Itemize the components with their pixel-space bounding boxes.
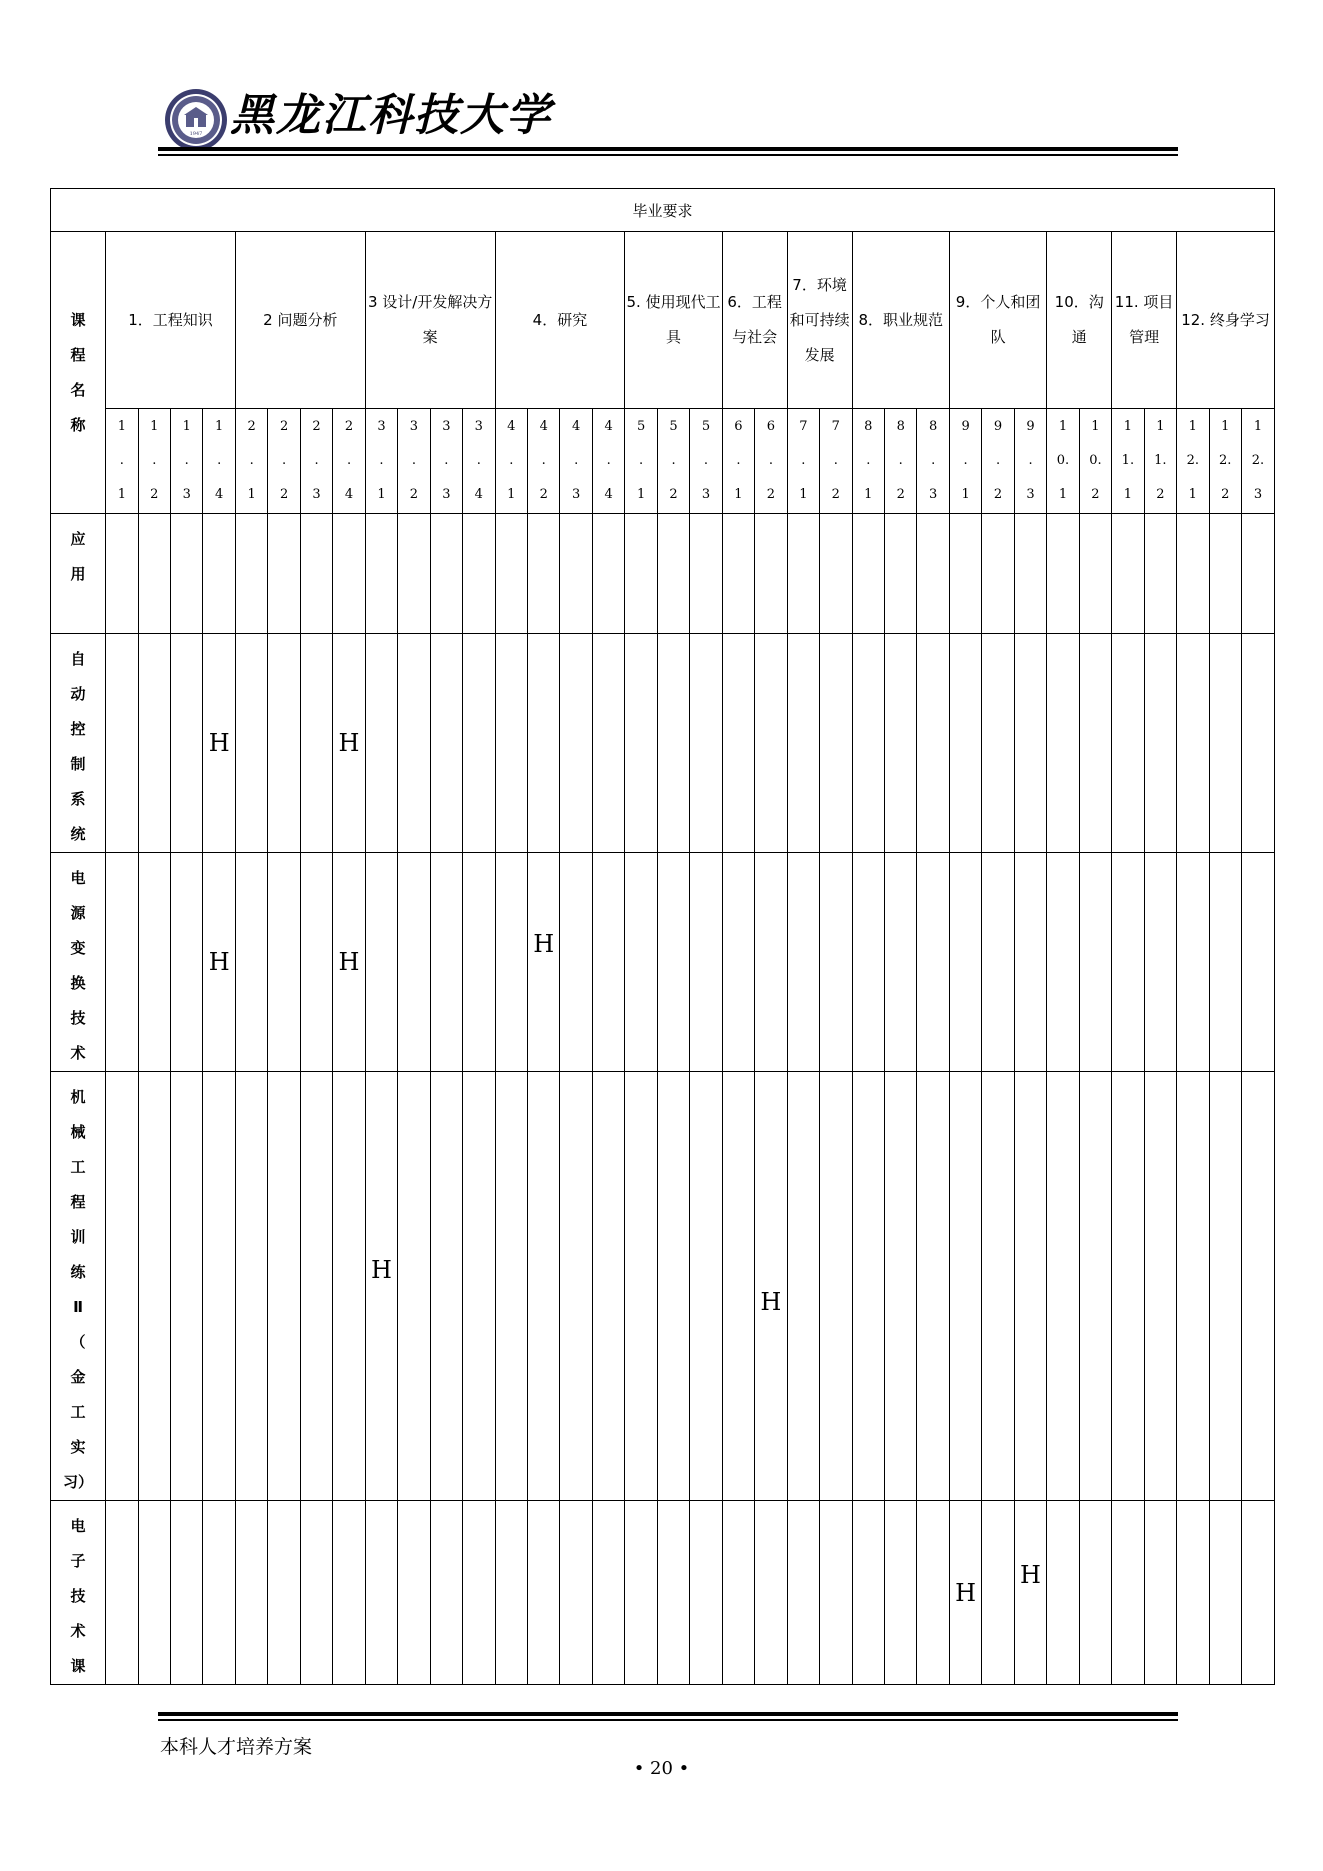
matrix-cell: [235, 514, 267, 634]
matrix-cell: [365, 514, 397, 634]
sub-indicator-5-2: [657, 409, 689, 514]
matrix-cell: [787, 853, 819, 1072]
matrix-cell: [333, 853, 365, 1072]
matrix-cell: [592, 1501, 624, 1685]
matrix-cell: [495, 853, 527, 1072]
sub-indicator-label: 3 . 4: [474, 419, 483, 502]
university-emblem-icon: [164, 88, 228, 152]
matrix-cell: [365, 1501, 397, 1685]
matrix-cell: [884, 634, 916, 853]
matrix-cell: [1144, 514, 1176, 634]
support-mark: H: [338, 729, 360, 757]
sub-indicator-2-2: [268, 409, 300, 514]
footer-rule-thin: [158, 1719, 1178, 1721]
sub-indicator-5-1: [625, 409, 657, 514]
sub-indicator-8-3: [917, 409, 949, 514]
sub-indicator-label: 7 . 1: [799, 419, 808, 502]
matrix-cell: [300, 1501, 332, 1685]
matrix-cell: [106, 853, 138, 1072]
sub-indicator-label: 2 . 4: [344, 419, 354, 502]
matrix-cell: [106, 1501, 138, 1685]
matrix-cell: [106, 634, 138, 853]
matrix-cell: [820, 514, 852, 634]
matrix-cell: [560, 1501, 592, 1685]
course-row: [51, 1501, 1275, 1685]
matrix-cell: [235, 853, 267, 1072]
matrix-cell: [657, 634, 689, 853]
matrix-cell: [171, 853, 203, 1072]
sub-indicator-4-4: [592, 409, 624, 514]
matrix-cell: [495, 634, 527, 853]
matrix-cell: [495, 1501, 527, 1685]
sub-indicator-10-1: [1047, 409, 1079, 514]
matrix-cell: [1047, 514, 1079, 634]
matrix-cell: [1241, 853, 1274, 1072]
matrix-cell: [463, 853, 495, 1072]
matrix-cell: [235, 1072, 267, 1501]
matrix-cell: [657, 1072, 689, 1501]
sub-indicator-label: 2 . 3: [312, 419, 321, 502]
sub-indicator-label: 5 . 1: [636, 419, 646, 502]
matrix-cell: [625, 514, 657, 634]
support-mark: H: [338, 948, 360, 976]
matrix-cell: [1177, 1501, 1209, 1685]
matrix-cell: [1014, 1501, 1046, 1685]
matrix-cell: [722, 853, 754, 1072]
sub-indicator-label: 8 . 3: [929, 419, 938, 502]
sub-indicator-11-2: [1144, 409, 1176, 514]
matrix-cell: [235, 1501, 267, 1685]
sub-indicator-1-4: [203, 409, 235, 514]
matrix-cell: [398, 634, 430, 853]
requirement-group-10: 10．沟通: [1047, 232, 1112, 409]
requirement-group-11: 11. 项目管理: [1112, 232, 1177, 409]
sub-indicator-label: 1 0. 1: [1056, 419, 1070, 502]
matrix-cell: [917, 853, 949, 1072]
matrix-cell: [463, 1072, 495, 1501]
sub-indicator-label: 7 . 2: [831, 419, 840, 502]
matrix-cell: [138, 634, 170, 853]
matrix-cell: [625, 634, 657, 853]
matrix-cell: [1112, 514, 1144, 634]
matrix-cell: [138, 514, 170, 634]
matrix-cell: [982, 1072, 1014, 1501]
matrix-cell: [755, 1072, 787, 1501]
sub-indicator-label: 8 . 2: [896, 419, 905, 502]
course-name: 自 动 控 制 系 统: [51, 634, 106, 853]
sub-indicator-9-3: [1014, 409, 1046, 514]
sub-indicator-7-1: [787, 409, 819, 514]
sub-indicator-label: 1 . 1: [117, 419, 126, 502]
footer-document-title: 本科人才培养方案: [160, 1736, 313, 1758]
matrix-cell: [820, 1072, 852, 1501]
requirement-group-12: 12. 终身学习: [1177, 232, 1275, 409]
matrix-cell: [430, 1072, 462, 1501]
sub-indicator-label: 8 . 1: [864, 419, 873, 502]
table-caption: 毕业要求: [51, 189, 1275, 232]
matrix-cell: [1241, 634, 1274, 853]
sub-indicator-label: 6 . 1: [734, 419, 743, 502]
matrix-cell: [1112, 634, 1144, 853]
matrix-cell: [755, 514, 787, 634]
matrix-cell: [1112, 1501, 1144, 1685]
graduation-requirement-matrix: [50, 188, 1275, 1685]
requirement-group-6: 6．工程与社会: [722, 232, 787, 409]
matrix-cell: [690, 1072, 722, 1501]
sub-indicator-label: 1 0. 2: [1089, 419, 1102, 502]
matrix-cell: [787, 514, 819, 634]
sub-indicator-label: 3 . 1: [377, 419, 386, 502]
support-mark: H: [1020, 1560, 1041, 1589]
matrix-cell: [1079, 1501, 1111, 1685]
matrix-cell: [949, 634, 981, 853]
matrix-cell: [1047, 1072, 1079, 1501]
sub-indicator-label: 2 . 2: [279, 419, 289, 502]
matrix-cell: [1177, 1072, 1209, 1501]
matrix-cell: [430, 1501, 462, 1685]
support-mark: H: [208, 729, 230, 757]
sub-indicator-label: 3 . 3: [442, 419, 451, 502]
matrix-cell: [430, 514, 462, 634]
matrix-cell: [690, 634, 722, 853]
matrix-cell: [106, 1072, 138, 1501]
sub-indicator-label: 4 . 2: [539, 419, 548, 502]
matrix-cell: [1177, 853, 1209, 1072]
matrix-cell: [722, 634, 754, 853]
matrix-cell: [1144, 1501, 1176, 1685]
sub-indicator-label: 6 . 2: [766, 419, 776, 502]
matrix-cell: [820, 634, 852, 853]
sub-indicator-12-1: [1177, 409, 1209, 514]
sub-indicator-8-2: [884, 409, 916, 514]
matrix-cell: [430, 634, 462, 853]
matrix-cell: [365, 634, 397, 853]
requirement-group-3: 3 设计/开发解决方案: [365, 232, 495, 409]
sub-indicator-4-3: [560, 409, 592, 514]
matrix-cell: [982, 634, 1014, 853]
matrix-cell: [657, 1501, 689, 1685]
sub-indicator-8-1: [852, 409, 884, 514]
matrix-cell: [1014, 1072, 1046, 1501]
matrix-cell: [106, 514, 138, 634]
support-mark: H: [208, 948, 230, 976]
matrix-cell: [982, 853, 1014, 1072]
sub-indicator-label: 9 . 2: [993, 419, 1003, 502]
sub-indicator-label: 5 . 2: [669, 419, 678, 502]
matrix-cell: [820, 1501, 852, 1685]
matrix-cell: [1047, 853, 1079, 1072]
matrix-cell: [625, 853, 657, 1072]
matrix-cell: [690, 514, 722, 634]
matrix-cell: [398, 1072, 430, 1501]
matrix-cell: [1209, 634, 1241, 853]
sub-indicator-label: 1 2. 3: [1251, 419, 1265, 502]
course-name: 电 源 变 换 技 术: [51, 853, 106, 1072]
matrix-cell: [528, 634, 560, 853]
matrix-cell: [1209, 1501, 1241, 1685]
sub-indicator-7-2: [820, 409, 852, 514]
matrix-cell: [592, 514, 624, 634]
sub-indicator-12-2: [1209, 409, 1241, 514]
matrix-cell: [1144, 634, 1176, 853]
matrix-cell: [560, 634, 592, 853]
matrix-cell: [268, 514, 300, 634]
matrix-cell: [1014, 853, 1046, 1072]
matrix-cell: [755, 1501, 787, 1685]
sub-indicator-label: 1 . 4: [215, 419, 224, 502]
sub-indicator-label: 3 . 2: [409, 419, 419, 502]
sub-indicator-1-2: [138, 409, 170, 514]
matrix-cell: [333, 514, 365, 634]
matrix-cell: [171, 514, 203, 634]
matrix-cell: [949, 1072, 981, 1501]
requirement-group-9: 9．个人和团队: [949, 232, 1046, 409]
svg-text:1947: 1947: [189, 131, 203, 137]
matrix-cell: [1014, 514, 1046, 634]
matrix-cell: [1112, 1072, 1144, 1501]
matrix-cell: [398, 514, 430, 634]
matrix-cell: [495, 1072, 527, 1501]
support-mark: H: [760, 1288, 782, 1316]
matrix-cell: [917, 1072, 949, 1501]
sub-indicator-3-2: [398, 409, 430, 514]
matrix-cell: [1241, 1501, 1274, 1685]
sub-indicator-label: 1 1. 1: [1121, 419, 1135, 502]
matrix-cell: [852, 634, 884, 853]
matrix-cell: [268, 1072, 300, 1501]
matrix-cell: [1209, 853, 1241, 1072]
sub-indicator-label: 4 . 4: [604, 419, 613, 502]
matrix-cell: [268, 853, 300, 1072]
matrix-cell: [560, 853, 592, 1072]
matrix-cell: [528, 514, 560, 634]
sub-indicator-9-1: [949, 409, 981, 514]
matrix-cell: [560, 1072, 592, 1501]
matrix-cell: [820, 853, 852, 1072]
matrix-cell: [755, 853, 787, 1072]
matrix-cell: [982, 514, 1014, 634]
sub-indicator-2-3: [300, 409, 332, 514]
requirement-group-5: 5. 使用现代工具: [625, 232, 722, 409]
matrix-cell: [852, 1072, 884, 1501]
matrix-cell: [560, 514, 592, 634]
matrix-cell: [528, 1072, 560, 1501]
matrix-cell: [625, 1072, 657, 1501]
university-name: 黑龙江科技大学: [230, 90, 552, 141]
matrix-cell: [884, 514, 916, 634]
sub-indicator-9-2: [982, 409, 1014, 514]
matrix-cell: [1079, 1072, 1111, 1501]
matrix-cell: [203, 514, 235, 634]
sub-indicator-3-1: [365, 409, 397, 514]
sub-indicator-5-3: [690, 409, 722, 514]
sub-indicator-label: 4 . 3: [572, 419, 581, 502]
matrix-cell: [333, 1072, 365, 1501]
requirement-group-7: 7．环境和可持续发展: [787, 232, 852, 409]
sub-indicator-11-1: [1112, 409, 1144, 514]
matrix-cell: [1014, 634, 1046, 853]
matrix-cell: [917, 1501, 949, 1685]
matrix-cell: [1079, 634, 1111, 853]
course-name-header: 课 程 名 称: [51, 232, 106, 514]
matrix-cell: [592, 634, 624, 853]
sub-indicator-12-3: [1241, 409, 1274, 514]
support-mark: H: [955, 1578, 977, 1607]
matrix-cell: [398, 853, 430, 1072]
sub-indicator-label: 2 . 1: [247, 419, 256, 502]
matrix-cell: [1079, 514, 1111, 634]
matrix-cell: [755, 634, 787, 853]
sub-indicator-1-3: [171, 409, 203, 514]
matrix-cell: [365, 853, 397, 1072]
matrix-cell: [884, 853, 916, 1072]
sub-indicator-2-1: [235, 409, 267, 514]
matrix-cell: [852, 853, 884, 1072]
matrix-cell: [982, 1501, 1014, 1685]
matrix-cell: [333, 1501, 365, 1685]
matrix-cell: [1079, 853, 1111, 1072]
matrix-cell: [398, 1501, 430, 1685]
matrix-cell: [495, 514, 527, 634]
course-name: 应 用: [51, 514, 106, 634]
matrix-cell: [949, 853, 981, 1072]
sub-indicator-2-4: [333, 409, 365, 514]
matrix-cell: [592, 1072, 624, 1501]
matrix-cell: [365, 1072, 397, 1501]
matrix-cell: [138, 1072, 170, 1501]
matrix-cell: [203, 1072, 235, 1501]
sub-indicator-label: 1 . 3: [182, 419, 191, 502]
requirement-group-2: 2 问题分析: [235, 232, 365, 409]
matrix-cell: [787, 634, 819, 853]
matrix-cell: [625, 1501, 657, 1685]
sub-indicator-label: 9 . 3: [1026, 419, 1035, 502]
matrix-cell: [1209, 1072, 1241, 1501]
sub-indicator-label: 9 . 1: [961, 419, 970, 502]
support-mark: H: [533, 930, 555, 958]
sub-indicator-3-3: [430, 409, 462, 514]
matrix-cell: [722, 1072, 754, 1501]
matrix-cell: [852, 514, 884, 634]
matrix-cell: [300, 853, 332, 1072]
matrix-cell: [138, 853, 170, 1072]
matrix-cell: [1241, 1072, 1274, 1501]
matrix-cell: [1112, 853, 1144, 1072]
sub-indicator-6-2: [755, 409, 787, 514]
matrix-cell: [300, 634, 332, 853]
course-row: [51, 1072, 1275, 1501]
support-mark: H: [370, 1256, 392, 1284]
course-name: 电 子 技 术 课: [51, 1501, 106, 1685]
matrix-cell: [722, 514, 754, 634]
sub-indicator-1-1: [106, 409, 138, 514]
sub-indicator-4-2: [528, 409, 560, 514]
matrix-cell: [1177, 634, 1209, 853]
header-rule-thin: [158, 154, 1178, 156]
matrix-cell: [949, 514, 981, 634]
matrix-cell: [787, 1072, 819, 1501]
matrix-cell: [463, 1501, 495, 1685]
matrix-cell: [917, 514, 949, 634]
header-rule-thick: [158, 147, 1178, 151]
matrix-cell: [203, 634, 235, 853]
matrix-cell: [268, 634, 300, 853]
matrix-cell: [300, 1072, 332, 1501]
matrix-cell: [852, 1501, 884, 1685]
sub-indicator-label: 1 2. 1: [1186, 419, 1199, 502]
sub-indicator-label: 5 . 3: [701, 419, 711, 502]
course-row: [51, 634, 1275, 853]
matrix-cell: [884, 1072, 916, 1501]
matrix-cell: [1144, 853, 1176, 1072]
course-row: [51, 514, 1275, 634]
matrix-cell: [203, 853, 235, 1072]
requirement-group-1: 1．工程知识: [106, 232, 236, 409]
matrix-cell: [463, 634, 495, 853]
sub-indicator-label: 4 . 1: [507, 419, 516, 502]
footer-rule-thick: [158, 1712, 1178, 1716]
matrix-cell: [1241, 514, 1274, 634]
matrix-cell: [917, 634, 949, 853]
sub-indicator-4-1: [495, 409, 527, 514]
matrix-cell: [949, 1501, 981, 1685]
sub-indicator-6-1: [722, 409, 754, 514]
matrix-cell: [690, 1501, 722, 1685]
matrix-cell: [1047, 1501, 1079, 1685]
matrix-cell: [657, 514, 689, 634]
matrix-cell: [430, 853, 462, 1072]
matrix-cell: [884, 1501, 916, 1685]
matrix-cell: [787, 1501, 819, 1685]
matrix-cell: [463, 514, 495, 634]
page-header: [158, 84, 1178, 160]
course-name: 机 械 工 程 训 练 Ⅱ （ 金 工 实 习）: [51, 1072, 106, 1501]
matrix-cell: [138, 1501, 170, 1685]
matrix-cell: [235, 634, 267, 853]
matrix-cell: [300, 514, 332, 634]
matrix-cell: [1177, 514, 1209, 634]
matrix-cell: [690, 853, 722, 1072]
requirement-group-8: 8．职业规范: [852, 232, 949, 409]
requirement-group-4: 4．研究: [495, 232, 625, 409]
matrix-cell: [171, 634, 203, 853]
page-number: • 20 •: [633, 1758, 690, 1779]
matrix-cell: [1209, 514, 1241, 634]
matrix-cell: [722, 1501, 754, 1685]
matrix-cell: [1144, 1072, 1176, 1501]
sub-indicator-10-2: [1079, 409, 1111, 514]
matrix-cell: [203, 1501, 235, 1685]
matrix-cell: [528, 853, 560, 1072]
matrix-cell: [171, 1501, 203, 1685]
matrix-cell: [657, 853, 689, 1072]
matrix-cell: [268, 1501, 300, 1685]
sub-indicator-label: 1 . 2: [150, 419, 159, 502]
matrix-cell: [528, 1501, 560, 1685]
course-row: [51, 853, 1275, 1072]
sub-indicator-3-4: [463, 409, 495, 514]
matrix-cell: [171, 1072, 203, 1501]
sub-indicator-label: 1 1. 2: [1154, 419, 1167, 502]
matrix-cell: [333, 634, 365, 853]
sub-indicator-label: 1 2. 2: [1219, 419, 1232, 502]
matrix-cell: [592, 853, 624, 1072]
matrix-cell: [1047, 634, 1079, 853]
